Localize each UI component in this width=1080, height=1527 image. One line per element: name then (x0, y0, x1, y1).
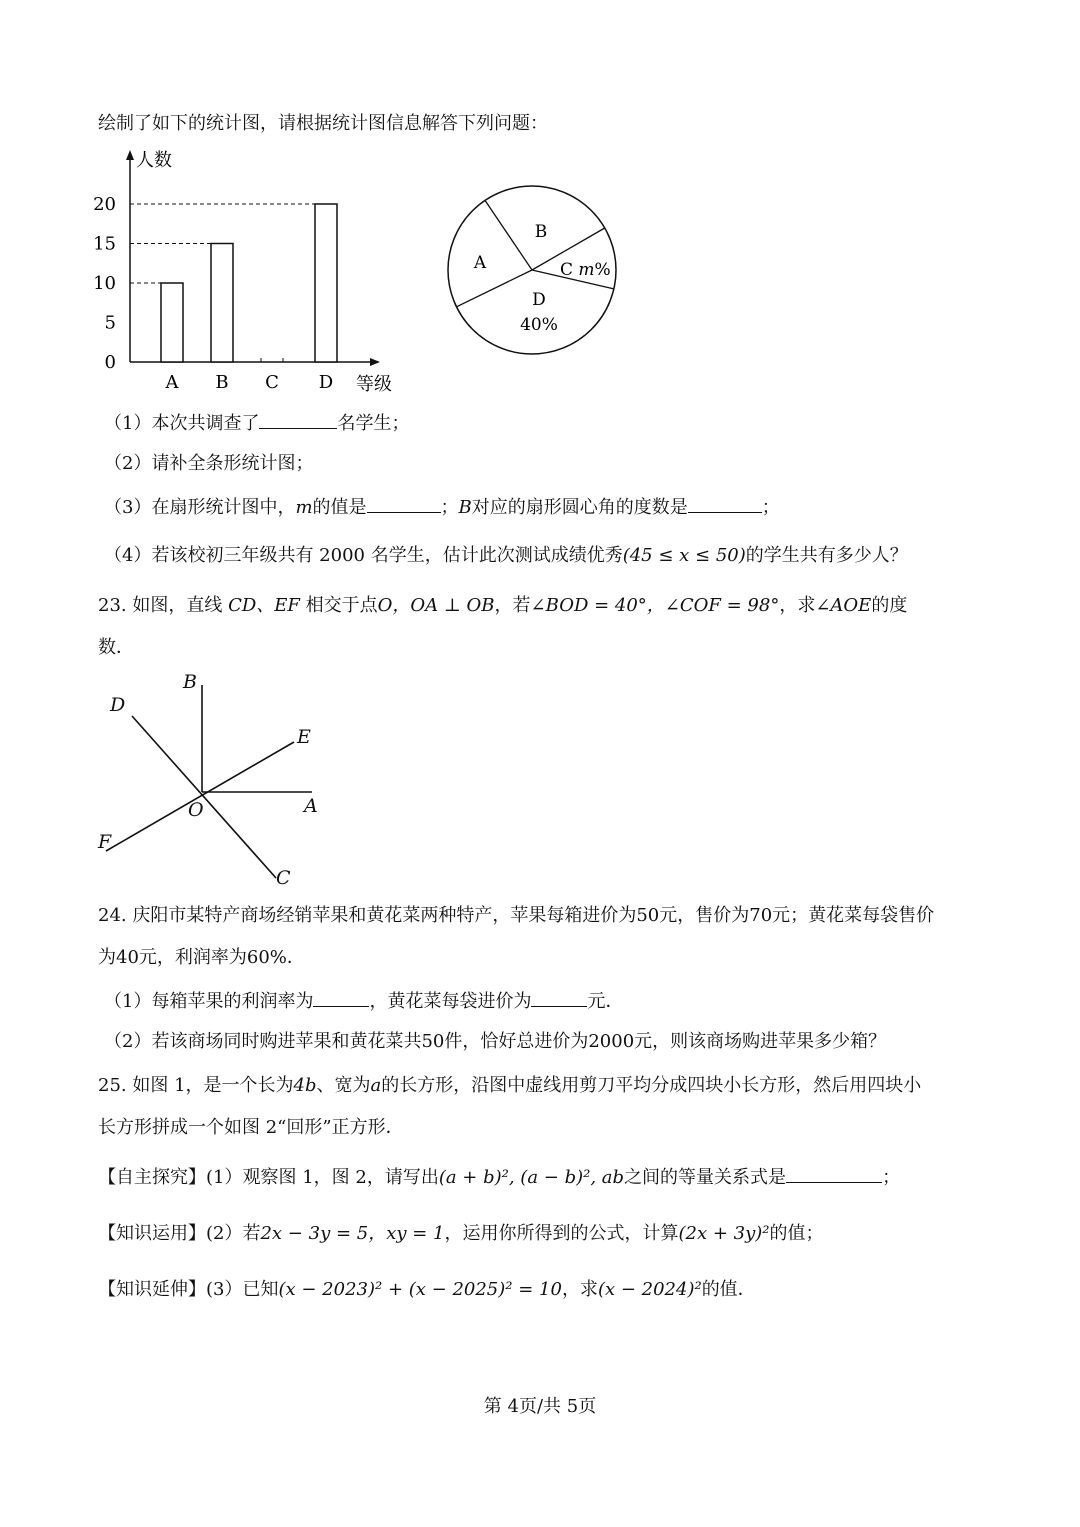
q23-text5: 的度 (871, 595, 908, 616)
x-tick-label: D (318, 372, 334, 393)
q25-part2-expr: 2x − 3y = 5，xy = 1 (260, 1223, 445, 1244)
q25-part3-expr: (x − 2023)² + (x − 2025)² = 10 (278, 1279, 562, 1300)
x-tick-label: C (265, 372, 279, 393)
x-tick-label: B (215, 372, 229, 393)
q22-part1-text: （1）本次共调查了 (104, 413, 260, 434)
q22-part4-condition: (45 ≤ x ≤ 50) (622, 545, 746, 566)
q22-part4-text-end: 的学生共有多少人？ (745, 545, 908, 566)
bar-chart (90, 140, 420, 400)
y-axis-label: 人数 (136, 150, 172, 171)
label-D: D (110, 694, 126, 716)
q25-text3: 的长方形，沿图中虚线用剪刀平均分成四块小长方形，然后用四块小 (381, 1075, 922, 1096)
page-footer: 第 4页/共 5页 (483, 1396, 597, 1417)
q22-part3-text3: 对应的扇形圆心角的度数是 (471, 497, 688, 518)
q25-text2: 、宽为 (316, 1075, 371, 1096)
q25-part3-text: 【知识延伸】(3）已知 (98, 1279, 279, 1300)
q22-part3-sep: ； (440, 497, 459, 518)
pie-label-A: A (473, 253, 487, 273)
label-O: O (188, 799, 204, 821)
x-axis-label: 等级 (356, 374, 392, 395)
y-axis-arrow (126, 150, 134, 160)
pie-label-C: C m% (560, 260, 611, 280)
answer-blank (313, 988, 369, 1007)
line-EF (106, 742, 294, 851)
answer-blank (786, 1164, 882, 1183)
q23-angles: ∠BOD = 40°，∠COF = 98° (530, 595, 780, 616)
q25-part3-text2: ，求 (561, 1279, 598, 1300)
intro-text: 绘制了如下的统计图，请根据统计图信息解答下列问题： (98, 113, 548, 134)
q22-part1-text-end: 名学生； (337, 413, 410, 434)
label-A: A (304, 795, 318, 817)
q22-part3-text2: 的值是 (312, 497, 367, 518)
y-tick-label: 5 (104, 312, 116, 334)
q24-part1 (104, 988, 623, 1014)
y-tick-label: 10 (93, 273, 116, 294)
q23-target-angle: ∠AOE (815, 595, 872, 616)
q22-part3 (104, 494, 780, 520)
geometry-figure (90, 668, 340, 893)
q23-text: 23. 如图，直线 (98, 595, 223, 616)
label-E: E (297, 726, 311, 748)
label-F: F (98, 831, 112, 853)
q25-var-4b: 4b (293, 1075, 317, 1096)
q25-part3-expr2: (x − 2024)² (597, 1279, 702, 1300)
q25-part2-end: 的值； (769, 1223, 824, 1244)
x-tick-label: A (165, 372, 179, 393)
q22-part3-text: （3）在扇形统计图中， (104, 497, 296, 518)
q24-line2: 为40元，利润率为60%． (98, 947, 305, 968)
bar-D (315, 204, 337, 362)
q25-part2-expr2: (2x + 3y)² (678, 1223, 770, 1244)
q23-line1 (98, 594, 907, 618)
q23-text2: 相交于点 (305, 595, 378, 616)
pie-value-D: 40% (520, 315, 558, 335)
answer-blank (259, 410, 337, 429)
q25-part1-text: 【自主探究】(1）观察图 1，图 2，请写出 (98, 1167, 439, 1188)
answer-blank (688, 494, 762, 513)
q22-part1 (104, 410, 409, 436)
y-tick-label: 15 (93, 233, 116, 255)
q22-part3-end: ； (761, 497, 780, 518)
pie-label-D: D (532, 290, 546, 310)
q25-var-a: a (370, 1075, 382, 1096)
q25-part1 (98, 1164, 900, 1190)
q25-part2-text: 【知识运用】(2）若 (98, 1223, 261, 1244)
pie-label-B: B (534, 222, 548, 242)
y-tick-label: 0 (104, 352, 116, 373)
bar-B (211, 244, 233, 363)
x-axis-arrow (370, 358, 380, 366)
q22-part4 (104, 544, 908, 568)
label-C: C (276, 867, 291, 889)
var-m: m (295, 497, 313, 518)
line-DC (132, 716, 276, 878)
q24-part2: （2）若该商场同时购进苹果和黄花菜共50件，恰好总进价为2000元，则该商场购进苹果多少箱？ (104, 1031, 887, 1052)
answer-blank (531, 988, 587, 1007)
q23-text4: ，求 (779, 595, 816, 616)
q22-part2: （2）请补全条形统计图； (104, 453, 314, 474)
q23-line2: 数． (98, 637, 134, 658)
label-B: B (183, 671, 197, 693)
q25-line2: 长方形拼成一个如图 2“回形”正方形． (98, 1117, 404, 1138)
q24-part1-end: 元． (587, 991, 624, 1012)
q25-part1-expr: (a + b)², (a − b)², ab (438, 1167, 625, 1188)
q24-line1: 24. 庆阳市某特产商场经销苹果和黄花菜两种特产，苹果每箱进价为50元，售价为70元；黄花菜每袋售价 (98, 905, 935, 926)
q25-line1 (98, 1074, 921, 1098)
q23-lines: CD、EF (228, 595, 300, 616)
q25-part1-text2: 之间的等量关系式是 (624, 1167, 787, 1188)
q25-part3 (98, 1278, 756, 1302)
q23-text3: ，若 (494, 595, 531, 616)
q24-part1-text: （1）每箱苹果的利润率为 (104, 991, 314, 1012)
q25-text: 25. 如图 1，是一个长为 (98, 1075, 294, 1096)
q25-part1-end: ； (882, 1167, 901, 1188)
q25-part3-end: 的值． (701, 1279, 756, 1300)
pie-chart (438, 180, 628, 360)
q22-part4-text: （4）若该校初三年级共有 2000 名学生，估计此次测试成绩优秀 (104, 545, 623, 566)
q25-part2 (98, 1222, 824, 1246)
bar-A (161, 283, 183, 362)
q23-condition: O，OA ⊥ OB (377, 595, 495, 616)
q24-part1-text2: ，黄花菜每袋进价为 (369, 991, 532, 1012)
q25-part2-text2: ，运用你所得到的公式，计算 (444, 1223, 679, 1244)
y-tick-label: 20 (93, 194, 116, 215)
answer-blank (367, 494, 441, 513)
var-B: B (458, 497, 472, 518)
